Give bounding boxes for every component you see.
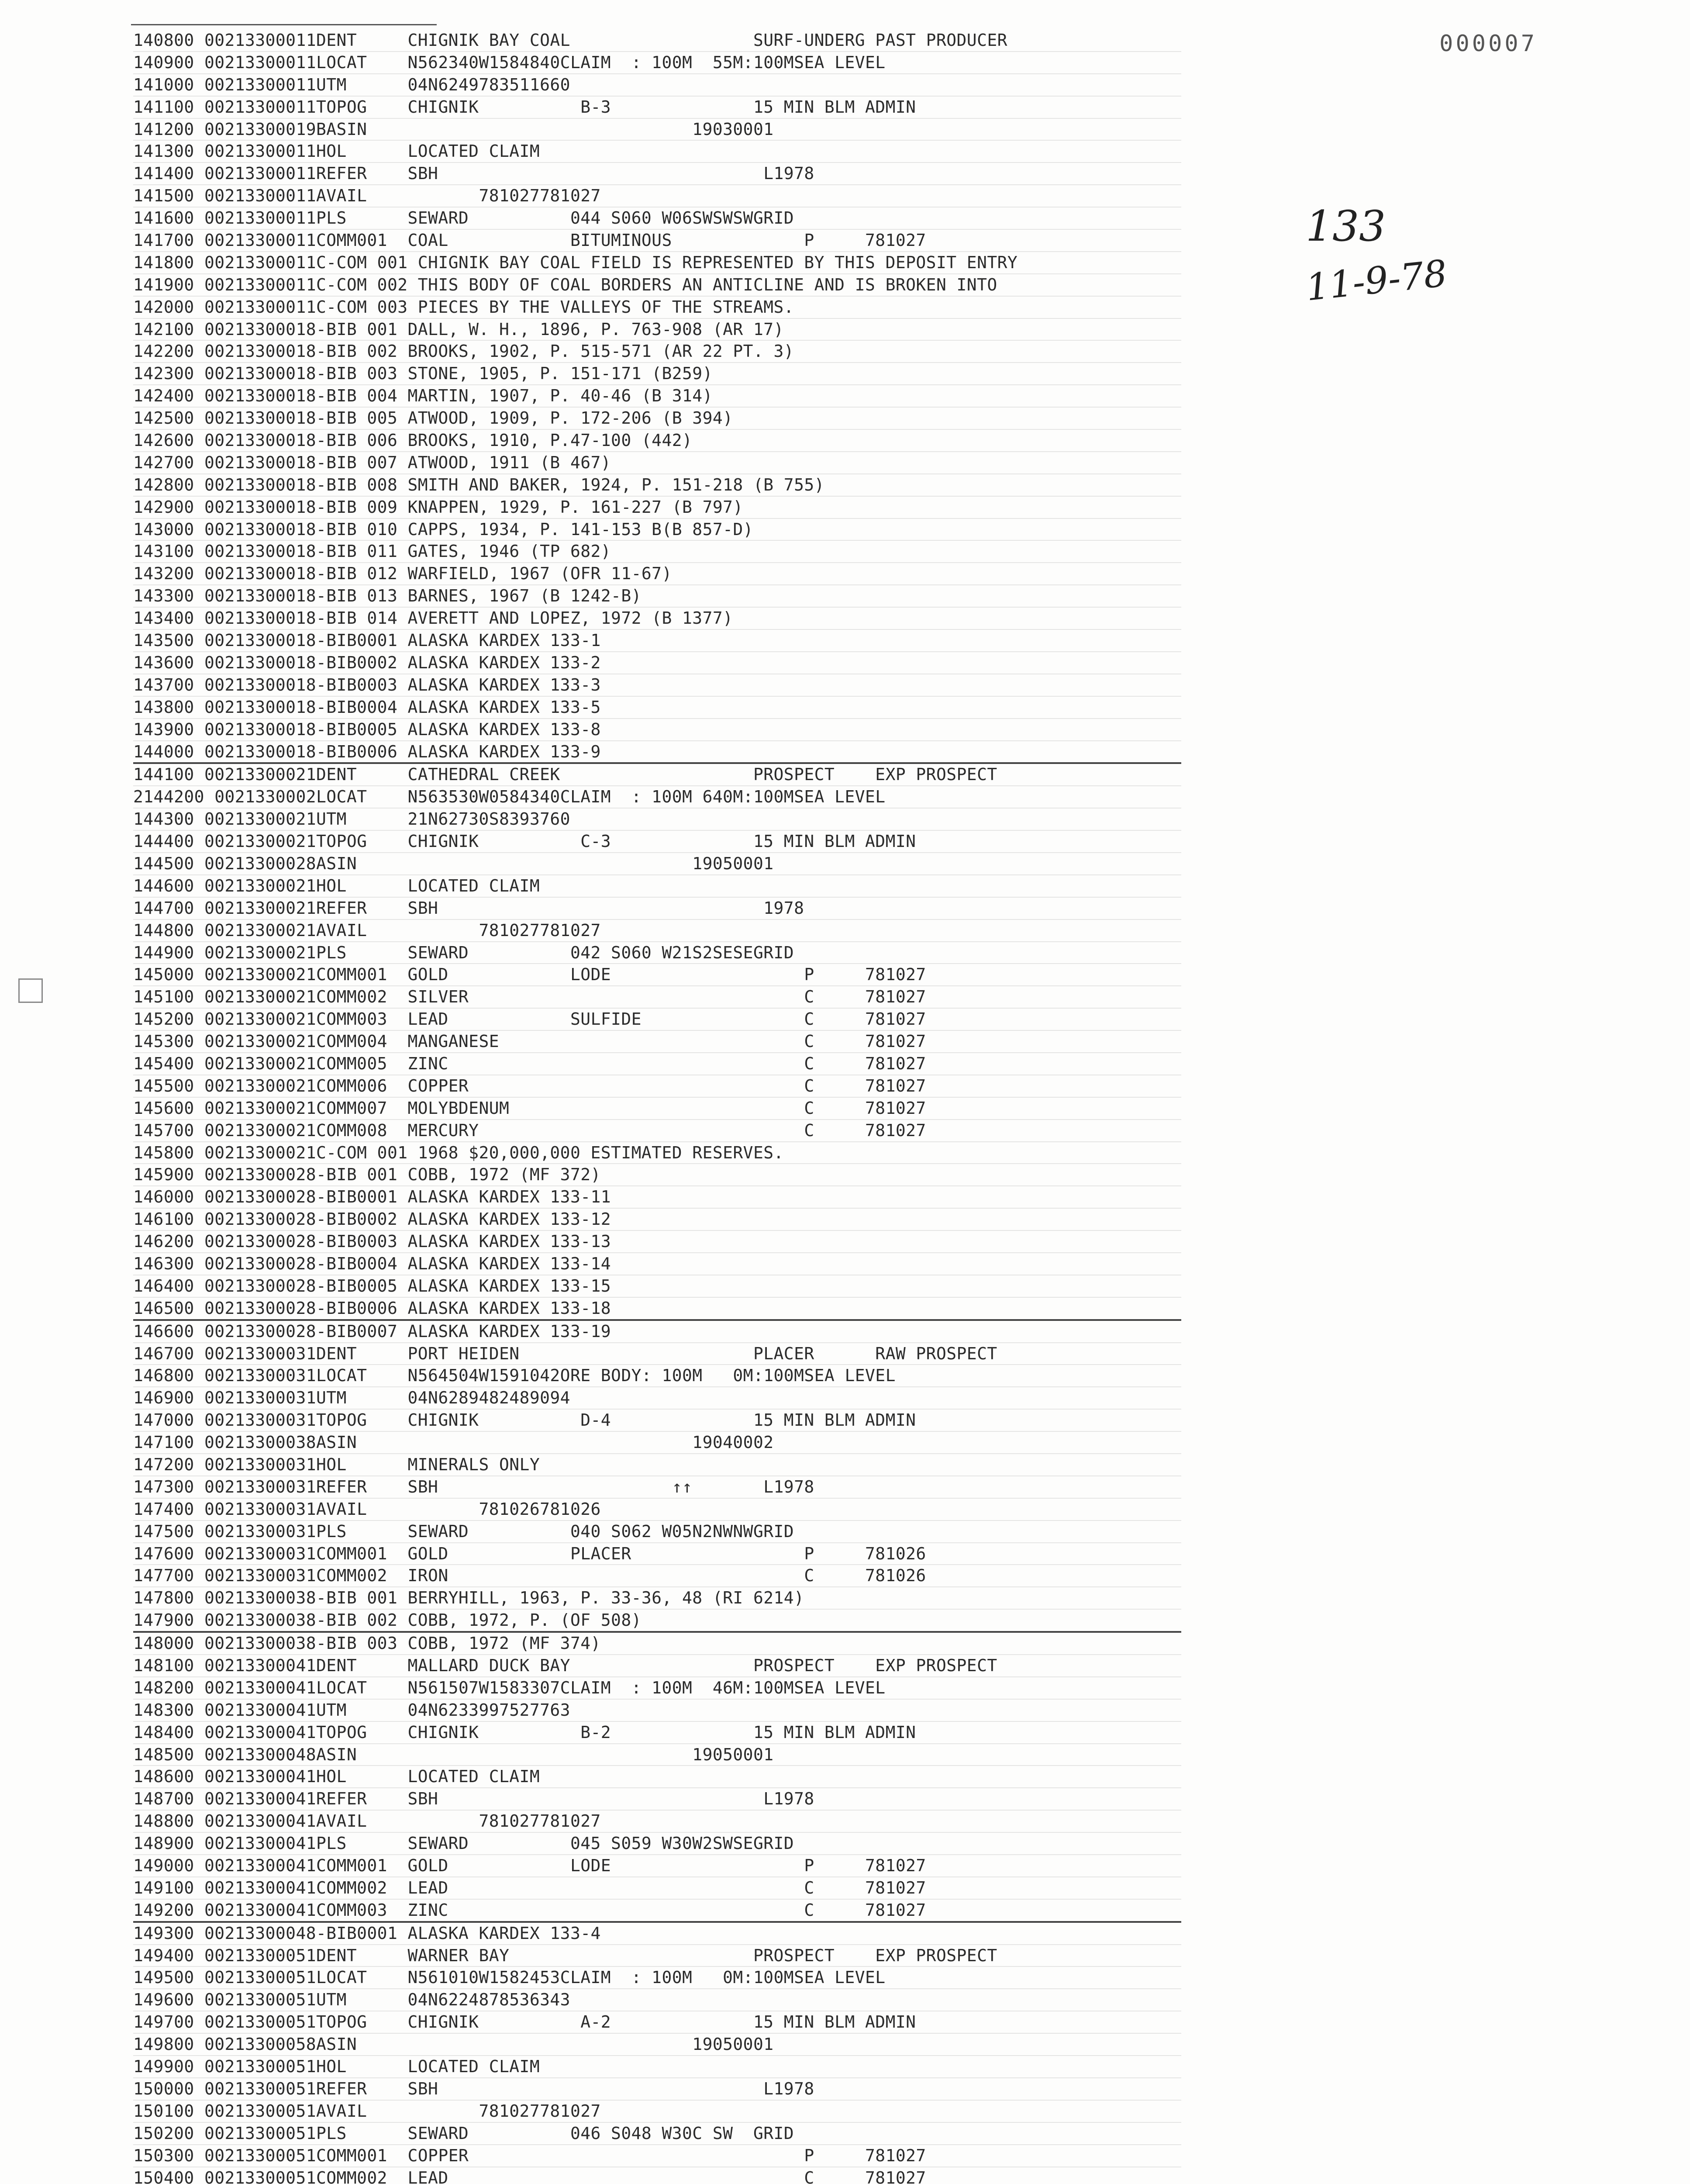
record-line: 148800 00213300041AVAIL 781027781027 [133,1811,1181,1833]
record-line: 149400 00213300051DENT WARNER BAY PROSPECT EXP PROSPECT [133,1945,1181,1967]
record-line: 144400 00213300021TOPOG CHIGNIK C-3 15 MIN BLM ADMIN [133,831,1181,853]
record-line: 142300 00213300018-BIB 003 STONE, 1905, P. 151-171 (B259) [133,363,1181,385]
record-line: 145900 00213300028-BIB 001 COBB, 1972 (MF 372) [133,1164,1181,1186]
record-line: 142000 00213300011C-COM 003 PIECES BY THE VALLEYS OF THE STREAMS. [133,297,1181,319]
record-line: 149000 00213300041COMM001 GOLD LODE P 781027 [133,1855,1181,1877]
record-line: 142600 00213300018-BIB 006 BROOKS, 1910, P.47-100 (442) [133,430,1181,452]
record-line: 142900 00213300018-BIB 009 KNAPPEN, 1929, P. 161-227 (B 797) [133,497,1181,519]
record-line: 150000 00213300051REFER SBH L1978 [133,2078,1181,2101]
record-line: 145400 00213300021COMM005 ZINC C 781027 [133,1053,1181,1075]
record-line: 141400 00213300011REFER SBH L1978 [133,163,1181,185]
handwritten-number: 133 [1306,202,1386,251]
record-line: 150300 00213300051COMM001 COPPER P 781027 [133,2145,1181,2167]
record-line: 141000 00213300011UTM 04N6249783511660 [133,74,1181,97]
record-line: 148200 00213300041LOCAT N561507W1583307CLAIM : 100M 46M:100MSEA LEVEL [133,1677,1181,1700]
record-line: 2144200 0021330002LOCAT N563530W0584340CLAIM : 100M 640M:100MSEA LEVEL [133,786,1181,809]
record-line: 143200 00213300018-BIB 012 WARFIELD, 1967 (OFR 11-67) [133,563,1181,585]
record-line: 143600 00213300018-BIB0002 ALASKA KARDEX 133-2 [133,652,1181,674]
record-line: 148700 00213300041REFER SBH L1978 [133,1788,1181,1811]
record-line: 146600 00213300028-BIB0007 ALASKA KARDEX 133-19 [133,1321,1181,1343]
page-stamp: 000007 [1439,31,1537,57]
record-line: 150200 00213300051PLS SEWARD 046 S048 W30C SW GRID [133,2123,1181,2145]
record-line: 142800 00213300018-BIB 008 SMITH AND BAKER, 1924, P. 151-218 (B 755) [133,474,1181,497]
record-line: 144500 00213300028ASIN 19050001 [133,853,1181,875]
record-line: 143300 00213300018-BIB 013 BARNES, 1967 (B 1242-B) [133,585,1181,608]
record-line: 142500 00213300018-BIB 005 ATWOOD, 1909, P. 172-206 (B 394) [133,408,1181,430]
top-rule [131,24,437,25]
record-line: 143400 00213300018-BIB 014 AVERETT AND LOPEZ, 1972 (B 1377) [133,608,1181,630]
record-line: 144000 00213300018-BIB0006 ALASKA KARDEX 133-9 [133,741,1181,764]
record-line: 147400 00213300031AVAIL 781026781026 [133,1499,1181,1521]
record-line: 140800 00213300011DENT CHIGNIK BAY COAL SURF-UNDERG PAST PRODUCER [133,30,1181,52]
record-line: 148400 00213300041TOPOG CHIGNIK B-2 15 MIN BLM ADMIN [133,1722,1181,1744]
record-line: 146300 00213300028-BIB0004 ALASKA KARDEX 133-14 [133,1253,1181,1275]
record-line: 147700 00213300031COMM002 IRON C 781026 [133,1565,1181,1587]
record-line: 141900 00213300011C-COM 002 THIS BODY OF COAL BORDERS AN ANTICLINE AND IS BROKEN INTO [133,274,1181,297]
record-line: 147600 00213300031COMM001 GOLD PLACER P 781026 [133,1543,1181,1565]
record-line: 145200 00213300021COMM003 LEAD SULFIDE C 781027 [133,1009,1181,1031]
record-line: 149500 00213300051LOCAT N561010W1582453CLAIM : 100M 0M:100MSEA LEVEL [133,1967,1181,1989]
record-line: 146900 00213300031UTM 04N6289482489094 [133,1387,1181,1410]
record-line: 145600 00213300021COMM007 MOLYBDENUM C 781027 [133,1098,1181,1120]
record-line: 142200 00213300018-BIB 002 BROOKS, 1902, P. 515-571 (AR 22 PT. 3) [133,341,1181,363]
record-line: 147100 00213300038ASIN 19040002 [133,1432,1181,1454]
record-line: 148600 00213300041HOL LOCATED CLAIM [133,1766,1181,1788]
record-line: 146700 00213300031DENT PORT HEIDEN PLACER RAW PROSPECT [133,1343,1181,1365]
record-line: 142100 00213300018-BIB 001 DALL, W. H., 1896, P. 763-908 (AR 17) [133,319,1181,341]
record-line: 146400 00213300028-BIB0005 ALASKA KARDEX 133-15 [133,1275,1181,1298]
record-line: 144700 00213300021REFER SBH 1978 [133,898,1181,920]
record-line: 147800 00213300038-BIB 001 BERRYHILL, 1963, P. 33-36, 48 (RI 6214) [133,1587,1181,1610]
record-line: 143800 00213300018-BIB0004 ALASKA KARDEX 133-5 [133,697,1181,719]
record-line: 146200 00213300028-BIB0003 ALASKA KARDEX 133-13 [133,1231,1181,1253]
record-line: 148100 00213300041DENT MALLARD DUCK BAY PROSPECT EXP PROSPECT [133,1655,1181,1677]
record-line: 141200 00213300019BASIN 19030001 [133,119,1181,141]
record-listing [133,30,1181,2184]
record-line: 148500 00213300048ASIN 19050001 [133,1744,1181,1766]
record-line: 141800 00213300011C-COM 001 CHIGNIK BAY COAL FIELD IS REPRESENTED BY THIS DEPOSIT ENTRY [133,252,1181,274]
record-line: 148900 00213300041PLS SEWARD 045 S059 W30W2SWSEGRID [133,1833,1181,1855]
record-line: 149800 00213300058ASIN 19050001 [133,2034,1181,2056]
record-line: 149300 00213300048-BIB0001 ALASKA KARDEX 133-4 [133,1923,1181,1945]
record-line: 148000 00213300038-BIB 003 COBB, 1972 (MF 374) [133,1633,1181,1655]
record-line: 147000 00213300031TOPOG CHIGNIK D-4 15 MIN BLM ADMIN [133,1410,1181,1432]
record-line: 143000 00213300018-BIB 010 CAPPS, 1934, P. 141-153 B(B 857-D) [133,519,1181,541]
record-line: 150400 00213300051COMM002 LEAD C 781027 [133,2167,1181,2184]
record-line: 146800 00213300031LOCAT N564504W1591042ORE BODY: 100M 0M:100MSEA LEVEL [133,1365,1181,1387]
record-line: 141600 00213300011PLS SEWARD 044 S060 W06SWSWSWGRID [133,207,1181,230]
record-line: 140900 00213300011LOCAT N562340W1584840CLAIM : 100M 55M:100MSEA LEVEL [133,52,1181,74]
punch-hole [18,978,43,1003]
record-line: 141100 00213300011TOPOG CHIGNIK B-3 15 MIN BLM ADMIN [133,97,1181,119]
record-line: 147200 00213300031HOL MINERALS ONLY [133,1454,1181,1476]
record-line: 149600 00213300051UTM 04N6224878536343 [133,1989,1181,2011]
record-line: 145000 00213300021COMM001 GOLD LODE P 781027 [133,964,1181,986]
record-line: 146000 00213300028-BIB0001 ALASKA KARDEX 133-11 [133,1186,1181,1209]
record-line: 144100 00213300021DENT CATHEDRAL CREEK PROSPECT EXP PROSPECT [133,764,1181,786]
record-line: 150100 00213300051AVAIL 781027781027 [133,2101,1181,2123]
record-line: 149200 00213300041COMM003 ZINC C 781027 [133,1900,1181,1923]
record-line: 145700 00213300021COMM008 MERCURY C 781027 [133,1120,1181,1142]
record-line: 143500 00213300018-BIB0001 ALASKA KARDEX 133-1 [133,630,1181,652]
record-line: 146500 00213300028-BIB0006 ALASKA KARDEX 133-18 [133,1298,1181,1321]
record-line: 143100 00213300018-BIB 011 GATES, 1946 (TP 682) [133,541,1181,563]
record-line: 141700 00213300011COMM001 COAL BITUMINOUS P 781027 [133,230,1181,252]
record-line: 149700 00213300051TOPOG CHIGNIK A-2 15 MIN BLM ADMIN [133,2011,1181,2034]
record-line: 148300 00213300041UTM 04N6233997527763 [133,1700,1181,1722]
record-line: 146100 00213300028-BIB0002 ALASKA KARDEX 133-12 [133,1209,1181,1231]
record-line: 141300 00213300011HOL LOCATED CLAIM [133,141,1181,163]
record-line: 147300 00213300031REFER SBH ↑↑ L1978 [133,1476,1181,1499]
record-line: 145500 00213300021COMM006 COPPER C 781027 [133,1075,1181,1098]
record-line: 147500 00213300031PLS SEWARD 040 S062 W05N2NWNWGRID [133,1521,1181,1543]
record-line: 142400 00213300018-BIB 004 MARTIN, 1907, P. 40-46 (B 314) [133,385,1181,408]
record-line: 144800 00213300021AVAIL 781027781027 [133,920,1181,942]
handwritten-date: 11-9-78 [1304,252,1449,309]
record-line: 149100 00213300041COMM002 LEAD C 781027 [133,1877,1181,1900]
record-line: 147900 00213300038-BIB 002 COBB, 1972, P. (OF 508) [133,1610,1181,1633]
record-line: 143700 00213300018-BIB0003 ALASKA KARDEX 133-3 [133,674,1181,697]
record-line: 144600 00213300021HOL LOCATED CLAIM [133,875,1181,898]
record-line: 141500 00213300011AVAIL 781027781027 [133,185,1181,207]
record-line: 144900 00213300021PLS SEWARD 042 S060 W21S2SESEGRID [133,942,1181,964]
record-line: 149900 00213300051HOL LOCATED CLAIM [133,2056,1181,2078]
record-line: 143900 00213300018-BIB0005 ALASKA KARDEX 133-8 [133,719,1181,741]
record-line: 145300 00213300021COMM004 MANGANESE C 781027 [133,1031,1181,1053]
record-line: 142700 00213300018-BIB 007 ATWOOD, 1911 (B 467) [133,452,1181,474]
record-line: 145800 00213300021C-COM 001 1968 $20,000,000 ESTIMATED RESERVES. [133,1142,1181,1165]
record-line: 144300 00213300021UTM 21N62730S8393760 [133,809,1181,831]
record-line: 145100 00213300021COMM002 SILVER C 781027 [133,986,1181,1009]
